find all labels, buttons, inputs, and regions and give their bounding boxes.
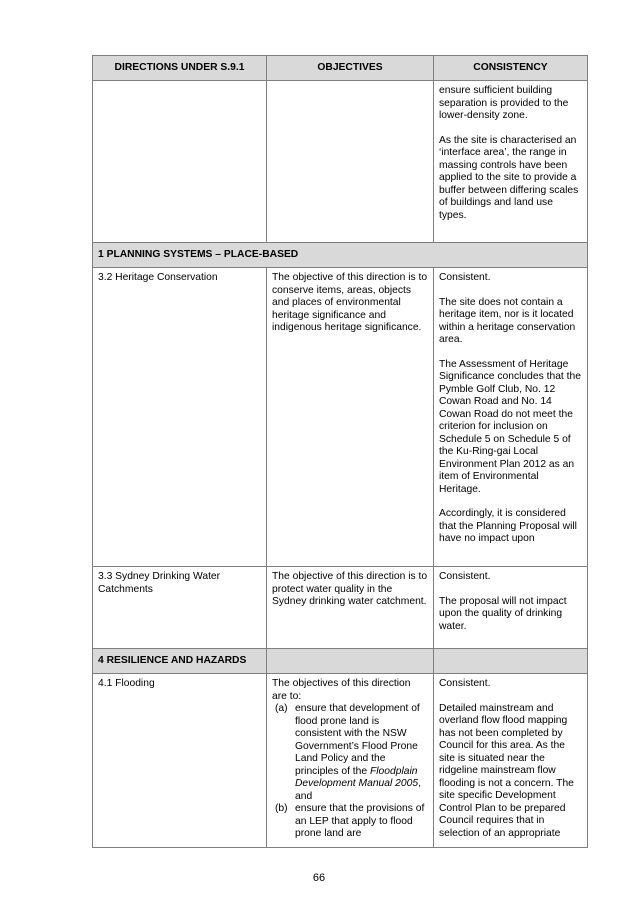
cell-direction-water: 3.3 Sydney Drinking Water Catchments — [93, 567, 267, 649]
cell-consistency-heritage: Consistent. The site does not contain a heritage item, nor is it located within a heritage conservation area. The Assessment of Heritage Significance concludes that the Pymble Golf Club, No. 12 Cowan Road and No. 14 Cowan Road do not meet the criterion for inclusion on Schedule 5 on Schedule 5 of the Ku-Ring-gai Local Environment Plan 2012 as an item of Environmental Heritage. Accordingly, it is considered that the Planning Proposal will have no impact upon — [434, 268, 588, 567]
cell-consistency-water: Consistent. The proposal will not impact upon the quality of drinking water. — [434, 567, 588, 649]
cell-direction-flooding: 4.1 Flooding — [93, 674, 267, 848]
section-cell-empty-3 — [434, 649, 588, 674]
table-row-heritage — [93, 268, 588, 567]
cell-consistency-continued: ensure sufficient building separation is provided to the lower-density zone. As the site is characterised an ‘interface area’, the range in massing controls have been applied to the site to provide a buffer between differing scales of buildings and land use types. — [434, 81, 588, 243]
list-item: (a) ensure that development of flood prone land is consistent with the NSW Government’s Flood Prone Land Policy and the principles of the Floodplain Development Manual 2005, and — [275, 703, 421, 802]
cell-objective-heritage: The objective of this direction is to conserve items, areas, objects and places of environmental heritage significance and indigenous heritage significance. — [267, 268, 434, 567]
section-title-resilience: 4 RESILIENCE AND HAZARDS — [93, 649, 267, 674]
table-row-continued — [93, 81, 588, 243]
cell-direction-empty — [93, 81, 267, 243]
cell-direction-heritage: 3.2 Heritage Conservation — [93, 268, 267, 567]
section-row-resilience — [93, 649, 588, 674]
list-item: (b) ensure that the provisions of an LEP that apply to flood prone land are — [275, 803, 425, 839]
header-objectives: OBJECTIVES — [267, 56, 434, 81]
page-number: 66 — [312, 872, 326, 884]
section-title-planning-systems: 1 PLANNING SYSTEMS – PLACE-BASED — [93, 243, 588, 268]
table-header-row — [93, 56, 588, 81]
table-row-water — [93, 567, 588, 649]
cell-consistency-flooding: Consistent. Detailed mainstream and overland flow flood mapping has not been completed by Council for this area. As the site is situated near the ridgeline mainstream flow flooding is not a concern. The site specific Development Control Plan to be prepared Council requires that in selection of an appropriate — [434, 674, 588, 848]
section-cell-empty-2 — [267, 649, 434, 674]
cell-objective-empty — [267, 81, 434, 243]
table-row-flooding — [93, 674, 588, 848]
objectives-list — [272, 703, 428, 841]
s91-directions-table — [92, 55, 588, 848]
cell-objective-water: The objective of this direction is to protect water quality in the Sydney drinking water catchment. — [267, 567, 434, 649]
header-directions: DIRECTIONS UNDER S.9.1 — [93, 56, 267, 81]
section-row-planning-systems — [93, 243, 588, 268]
header-consistency: CONSISTENCY — [434, 56, 588, 81]
cell-objective-flooding: The objectives of this direction are to: (a) ensure that development of flood prone land is consistent with the NSW Government’s Flood Prone Land Policy and the principles of the Floodplain Development Manual 2005, and (b) ensure that the provisions of an LEP that apply to flood prone land are — [267, 674, 434, 848]
